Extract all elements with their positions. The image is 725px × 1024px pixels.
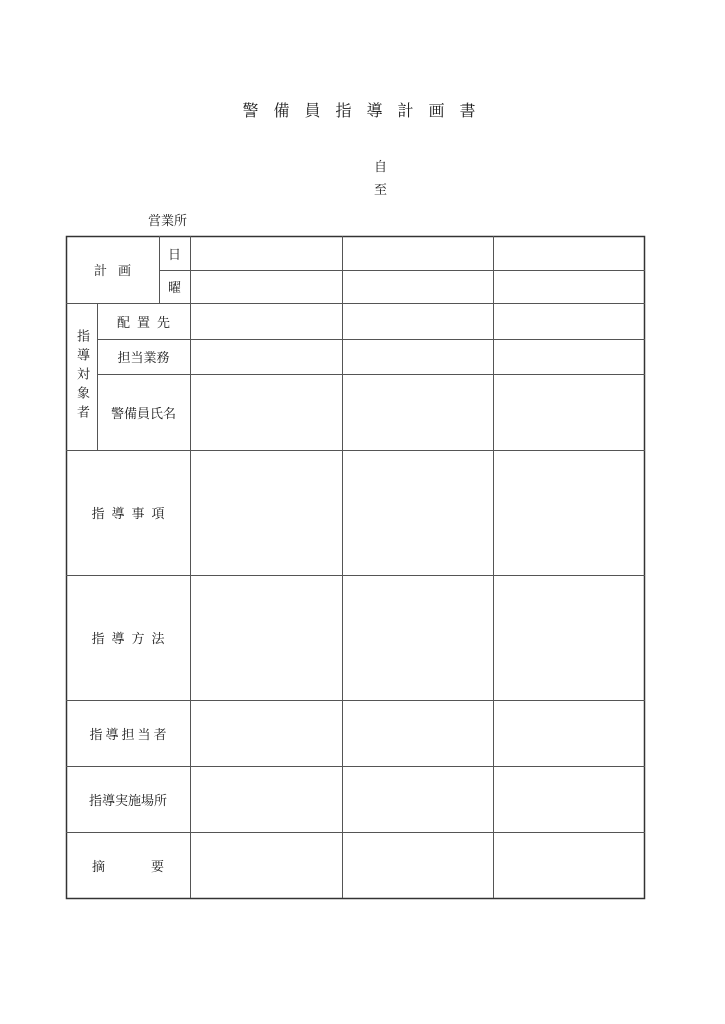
instructor-cell-2[interactable] bbox=[343, 701, 493, 766]
day-label: 日 bbox=[167, 247, 181, 263]
guard-name-label: 警備員氏名 bbox=[110, 406, 176, 422]
remarks-cell-3[interactable] bbox=[494, 833, 644, 898]
guard-name-cell-2[interactable] bbox=[343, 375, 493, 450]
instructor-label: 指導担当者 bbox=[89, 727, 170, 743]
method-cell-2[interactable] bbox=[343, 576, 493, 700]
guard-name-cell-1[interactable] bbox=[191, 375, 342, 450]
weekday-cell-2[interactable] bbox=[343, 271, 493, 303]
period-to-label: 至 bbox=[374, 183, 388, 198]
day-cell-3[interactable] bbox=[494, 237, 644, 270]
placement-cell-3[interactable] bbox=[494, 304, 644, 339]
instructor-cell-3[interactable] bbox=[494, 701, 644, 766]
venue-cell-1[interactable] bbox=[191, 767, 342, 832]
items-cell-1[interactable] bbox=[191, 451, 342, 575]
method-cell-3[interactable] bbox=[494, 576, 644, 700]
guard-name-cell-3[interactable] bbox=[494, 375, 644, 450]
items-cell-2[interactable] bbox=[343, 451, 493, 575]
weekday-label: 曜 bbox=[167, 281, 181, 296]
duty-label: 担当業務 bbox=[117, 351, 170, 366]
placement-cell-1[interactable] bbox=[191, 304, 342, 339]
target-group-label: 指導対象者 bbox=[74, 329, 89, 424]
method-cell-1[interactable] bbox=[191, 576, 342, 700]
venue-cell-3[interactable] bbox=[494, 767, 644, 832]
remarks-cell-2[interactable] bbox=[343, 833, 493, 898]
items-label: 指導事項 bbox=[91, 507, 172, 522]
plan-label: 計画 bbox=[93, 264, 142, 279]
remarks-label: 摘要 bbox=[92, 859, 211, 875]
document-title: 警備員指導計画書 bbox=[242, 101, 491, 120]
placement-cell-2[interactable] bbox=[343, 304, 493, 339]
duty-cell-1[interactable] bbox=[191, 340, 342, 374]
venue-label: 指導実施場所 bbox=[88, 793, 167, 809]
remarks-cell-1[interactable] bbox=[191, 833, 342, 898]
day-cell-1[interactable] bbox=[191, 237, 342, 270]
method-label: 指導方法 bbox=[91, 632, 172, 647]
instructor-cell-1[interactable] bbox=[191, 701, 342, 766]
duty-cell-3[interactable] bbox=[494, 340, 644, 374]
period-from-label: 自 bbox=[374, 160, 388, 175]
items-cell-3[interactable] bbox=[494, 451, 644, 575]
weekday-cell-3[interactable] bbox=[494, 271, 644, 303]
day-cell-2[interactable] bbox=[343, 237, 493, 270]
venue-cell-2[interactable] bbox=[343, 767, 493, 832]
weekday-cell-1[interactable] bbox=[191, 271, 342, 303]
target-group-label-cell bbox=[66, 303, 97, 450]
duty-cell-2[interactable] bbox=[343, 340, 493, 374]
office-label: 営業所 bbox=[148, 214, 188, 229]
placement-label: 配置先 bbox=[116, 315, 177, 331]
